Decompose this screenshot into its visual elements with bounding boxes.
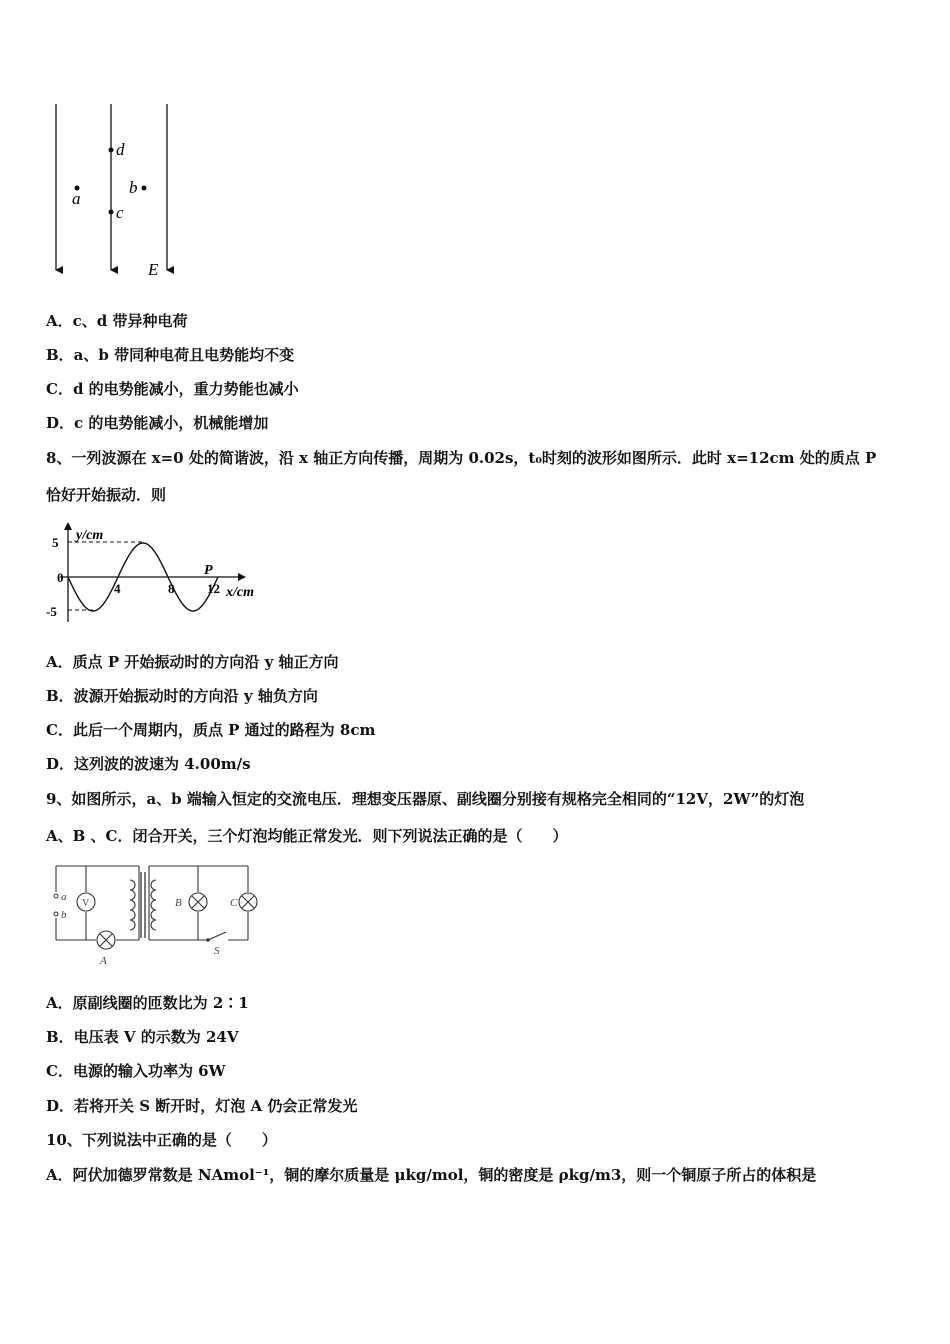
q8-option-a: A．质点 P 开始振动时的方向沿 y 轴正方向: [46, 653, 339, 671]
tick-5: 5: [52, 535, 59, 550]
wave-graph: [40, 520, 270, 630]
x-axis-label: x/cm: [226, 585, 254, 600]
q7-option-b: B．a、b 带同种电荷且电势能均不变: [46, 346, 295, 364]
label-c: c: [116, 203, 124, 222]
point-d: [109, 148, 114, 153]
q9-stem-line1: 9、如图所示，a、b 端输入恒定的交流电压．理想变压器原、副线圈分别接有规格完全相同的“12V，2W”的灯泡: [46, 790, 805, 808]
q9-option-b: B．电压表 V 的示数为 24V: [46, 1028, 239, 1046]
terminal-b-label: b: [61, 909, 67, 921]
point-P-label: P: [204, 563, 213, 578]
tick-4: 4: [114, 581, 121, 596]
q8-option-c: C．此后一个周期内，质点 P 通过的路程为 8cm: [46, 721, 376, 739]
q9-option-a: A．原副线圈的匝数比为 2∶1: [46, 994, 249, 1012]
q9-option-d: D．若将开关 S 断开时，灯泡 A 仍会正常发光: [46, 1097, 358, 1115]
q7-option-a: A．c、d 带异种电荷: [46, 312, 188, 330]
switch-label: S: [214, 945, 220, 957]
voltmeter-label: V: [82, 898, 90, 909]
label-d: d: [116, 140, 125, 159]
label-E: E: [148, 260, 159, 279]
transformer-circuit: [44, 858, 274, 973]
q8-stem-line2: 恰好开始振动．则: [46, 486, 167, 504]
lamp-b-label: B: [175, 897, 182, 909]
q7-option-c: C．d 的电势能减小，重力势能也减小: [46, 380, 299, 398]
tick-8: 8: [168, 581, 175, 596]
tick-12: 12: [207, 581, 220, 596]
label-b: b: [129, 178, 138, 197]
tick-0: 0: [57, 570, 64, 585]
q7-option-d: D．c 的电势能减小，机械能增加: [46, 414, 269, 432]
q10-stem: 10、下列说法中正确的是（ ）: [46, 1131, 277, 1149]
label-a: a: [72, 189, 81, 208]
point-b: [142, 186, 147, 191]
q8-stem-line1: 8、一列波源在 x=0 处的简谐波，沿 x 轴正方向传播，周期为 0.02s，t₀时刻的波形如图所示．此时 x=12cm 处的质点 P: [46, 449, 877, 467]
point-c: [109, 210, 114, 215]
q10-option-a: A．阿伏加德罗常数是 NAmol⁻¹，铜的摩尔质量是 μkg/mol，铜的密度是 ρkg/m3，则一个铜原子所占的体积是: [46, 1166, 817, 1184]
q8-option-d: D．这列波的波速为 4.00m/s: [46, 755, 251, 773]
lamp-c-label: C: [230, 897, 238, 909]
lamp-a-label: A: [100, 955, 107, 967]
q9-stem-line2: A、B 、C．闭合开关，三个灯泡均能正常发光．则下列说法正确的是（ ）: [46, 827, 568, 845]
q8-option-b: B．波源开始振动时的方向沿 y 轴负方向: [46, 687, 318, 705]
y-axis-label: y/cm: [76, 528, 104, 543]
switch-icon: [208, 932, 226, 940]
terminal-a-label: a: [61, 891, 67, 903]
tick-neg5: -5: [46, 604, 57, 619]
electric-field-figure: [40, 100, 190, 280]
q9-option-c: C．电源的输入功率为 6W: [46, 1062, 226, 1080]
